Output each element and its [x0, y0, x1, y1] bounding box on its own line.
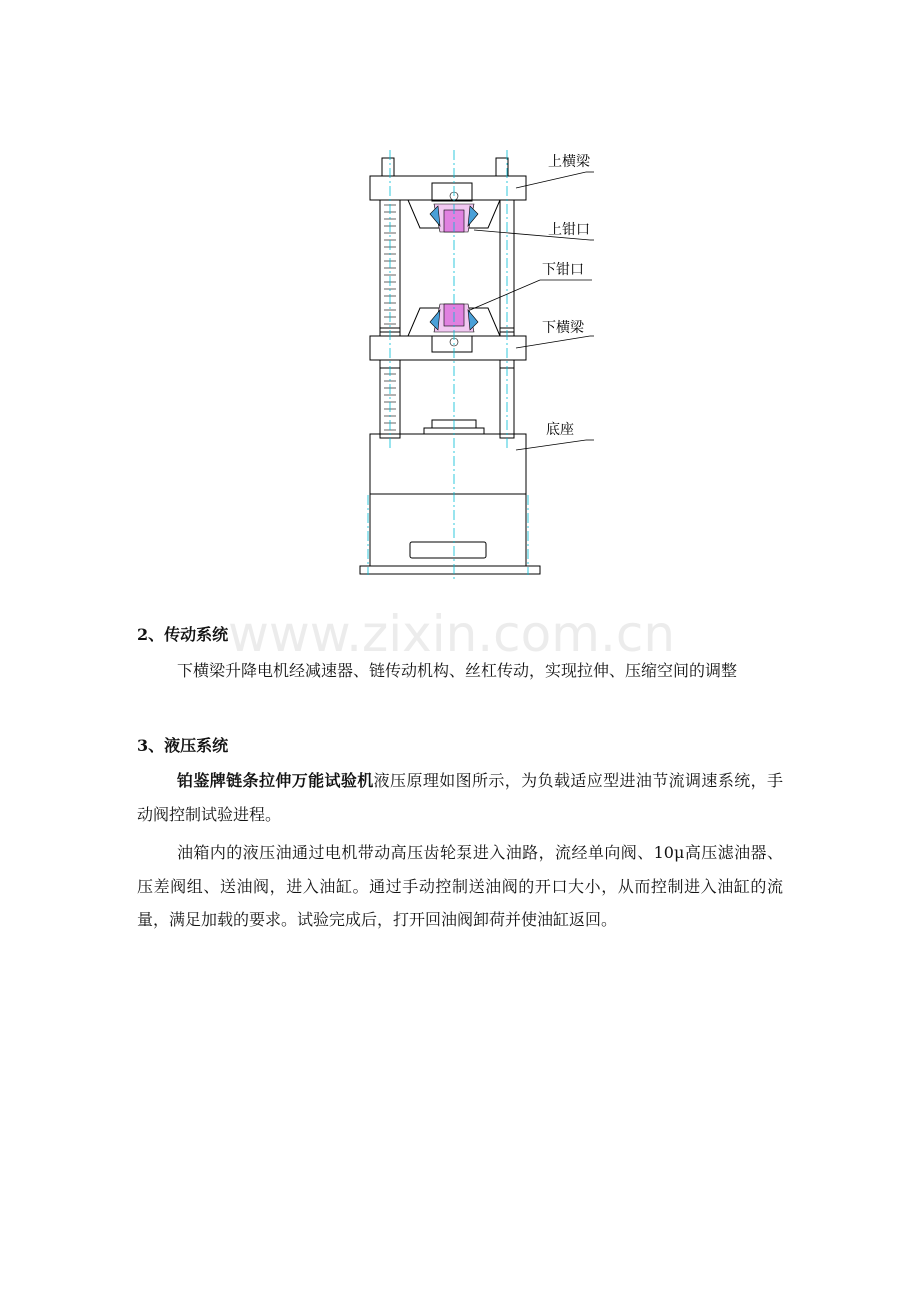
- product-name: 铂鉴牌链条拉伸万能试验机: [177, 771, 374, 790]
- base-window: [410, 542, 486, 558]
- heading-hydraulic: 3、液压系统: [137, 736, 229, 755]
- upper-beam: [370, 176, 526, 200]
- top-bolt-left: [382, 158, 394, 176]
- heading-transmission: 2、传动系统: [137, 625, 229, 644]
- machine-diagram: [340, 150, 610, 580]
- base-lower: [370, 494, 526, 566]
- top-bolt-right: [496, 158, 508, 176]
- label-lower-beam: 下横梁: [542, 320, 584, 336]
- label-upper-jaw: 上钳口: [548, 222, 590, 238]
- label-upper-beam: 上横梁: [548, 154, 590, 170]
- paragraph-transmission: 下横梁升降电机经减速器、链传动机构、丝杠传动，实现拉伸、压缩空间的调整: [177, 661, 738, 680]
- watermark: www.zixin.com.cn: [228, 605, 676, 663]
- label-lower-jaw: 下钳口: [542, 262, 584, 278]
- paragraph-hydraulic-1-text: 液压原理如图所示，为负载适应型进油节流调速系统，手动阀控制试验进程。: [137, 771, 783, 824]
- paragraph-hydraulic-2: 油箱内的液压油通过电机带动高压齿轮泵进入油路，流经单向阀、10μ高压滤油器、压差阀组、送油阀，进入油缸。通过手动控制送油阀的开口大小，从而控制进入油缸的流量，满足加载的要求。试验完成后，打开回油阀卸荷并使油缸返回。: [137, 843, 783, 929]
- base-upper: [370, 434, 526, 494]
- base-foot: [360, 566, 540, 574]
- lower-beam: [370, 336, 526, 360]
- paragraph-hydraulic-1: [137, 764, 783, 831]
- label-base: 底座: [546, 422, 574, 438]
